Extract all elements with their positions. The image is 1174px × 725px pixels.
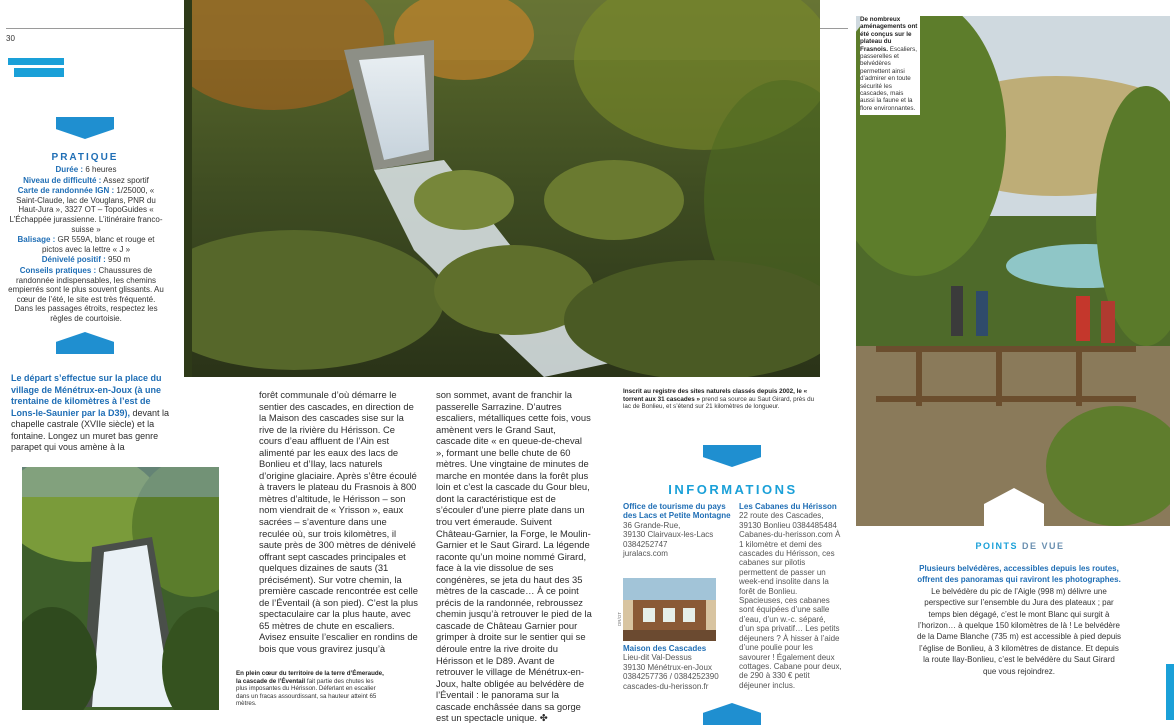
maison-cascades-photo bbox=[623, 578, 716, 641]
balisage-label: Balisage : bbox=[17, 235, 56, 245]
caption-registre-bold: Inscrit au registre des sites naturels classés depuis 2002, le « torrent aux 31 cascades » bbox=[623, 388, 808, 403]
carte-value: 1/25000, « Saint-Claude, lac de Vouglans, PNR du Haut-Jura », 3327 OT – TopoGuides « L’Échappée jurassienne. L’itinéraire franco-suisse » bbox=[9, 186, 163, 234]
photo-credit: DR/OT bbox=[617, 612, 622, 626]
denivele-label: Dénivelé positif : bbox=[41, 255, 106, 265]
info-cabanes-heading: Les Cabanes du Hérisson bbox=[739, 502, 837, 511]
info-cabanes bbox=[739, 502, 843, 690]
intro-lead: Le départ s’effectue sur la place du village de Ménétrux-en-Joux (à une trentaine de kilomètres à l’est de Lons-le-Saunier par la D39), bbox=[11, 373, 162, 418]
caption-amenagements-text: Escaliers, passerelles et belvédères permettent ainsi d’admirer en toute sécurité les cascades, mais aussi la faune et la flore environnantes. bbox=[860, 45, 918, 112]
informations-badge-icon bbox=[703, 445, 761, 467]
header-rule bbox=[6, 28, 186, 29]
badge-bottom-icon bbox=[56, 332, 114, 354]
intro-text: devant la chapelle castrale (XVIIe siècle) et la fontaine. Longez un muret bas genre parapet qui vous amène à la bbox=[11, 407, 170, 452]
informations-bottom-badge-icon bbox=[703, 703, 761, 725]
logo-bar-icon bbox=[14, 68, 64, 77]
caption-registre bbox=[623, 388, 821, 411]
caption-registre-text: prend sa source au Saut Girard, près du lac de Bonlieu, et s’étend sur 21 kilomètres de longueur. bbox=[623, 395, 815, 411]
body-column-1: forêt communale d’où démarre le sentier des cascades, en direction de la Maison des cascades sise sur la rive de la rivière du Hérisson. Ce cours d’eau affluent de l’Ain est alimenté par les eaux des lacs de Bonlieu et d’Ilay, lacs naturels d’origine glaciaire. Après s’être écoulé à travers le plateau du Frasnois à 800 mètres d’altitude, le Hérisson – son nom viendrait de « Yrisson », eaux sacrées – s’aventure dans une reculée où, sur trois kilomètres, il saute près de 300 mètres de dénivelé offrant sept cascades principales et quelques dizaines de sauts (31 précisément). Sur votre chemin, la première cascade rencontrée est celle de l’Éventail (à son pied). C’est la plus spectaculaire car la plus haute, avec 65 mètres de chute en escaliers. Avisez ensuite l’escalier en rondins de bois que vous gravirez jusqu’à bbox=[259, 389, 418, 655]
info-maison bbox=[623, 644, 733, 691]
info-cabanes-text: 22 route des Cascades, 39130 Bonlieu 0384485484 Cabanes-du-herisson.com À 1 kilomètre et demi des cascades du Hérisson, ces cabanes sur pilotis permettent de passer un week-end insolite dans la forêt de Bonlieu. Spacieuses, ces cabanes sont équipées d’une salle d’eau, d’un w.-c. séparé, d’un spa privatif… Les petits déjeuners ? À hisser à l’aide d’une poulie pour les savourer ! Également deux cottages. Cabane pour deux, de 290 à 330 € petit déjeuner inclus. bbox=[739, 511, 842, 690]
info-maison-heading: Maison des Cascades bbox=[623, 644, 707, 653]
conseils-value: Chaussures de randonnée indispensables, les chemins empierrés sont le plus souvent glissants. Au cœur de l’été, le site est très fréquenté. Dans les passages étroits, respectez les règles de courtoisie. bbox=[8, 265, 164, 323]
balisage-value: GR 559A, blanc et rouge et pictos avec la lettre « J » bbox=[41, 235, 155, 254]
eventail-photo bbox=[22, 467, 219, 710]
points-de-vue-body: Le belvédère du pic de l’Aigle (998 m) délivre une perspective sur l’ensemble du Jura des plateaux ; par temps bien dégagé, c’est le mont Blanc qui surgit à l’horizon… à quelque 150 kilomètres de là ! Le belvédère de la Dame Blanche (735 m) est accessible à pied depuis l’église de Bonlieu, à 3 kilomètres de distance. Et depuis la route Ilay-Bonlieu, c’est le belvédère du Saut Girard que vous rejoindrez. bbox=[916, 586, 1122, 676]
caption-eventail-text: fait partie des chutes les plus imposantes du Hérisson. Déferlant en escalier dans un fracas assourdissant, sa hauteur atteint 65 mètres. bbox=[236, 677, 377, 708]
badge-top-icon bbox=[56, 117, 114, 139]
info-maison-line: Lieu-dit Val-Dessus bbox=[623, 653, 692, 663]
denivele-value: 950 m bbox=[105, 255, 131, 265]
info-maison-line: 0384257736 / 0384252390 bbox=[623, 672, 719, 682]
duree-value: 6 heures bbox=[83, 165, 117, 174]
waterfall-photo bbox=[184, 0, 820, 377]
info-office-line: 36 Grande-Rue, bbox=[623, 520, 681, 530]
points-de-vue-title-b: DE VUE bbox=[1022, 541, 1065, 551]
info-office-line: 0384252747 bbox=[623, 539, 668, 549]
caption-eventail-bold: En plein cœur du territoire de la terre d’Émeraude, la cascade de l’Éventail bbox=[236, 670, 384, 685]
carte-label: Carte de randonnée IGN : bbox=[17, 186, 115, 196]
points-de-vue-title bbox=[900, 541, 1140, 551]
header-rule-right bbox=[818, 28, 848, 29]
niveau-label: Niveau de difficulté : bbox=[23, 175, 102, 185]
body-column-2: son sommet, avant de franchir la passerelle Sarrazine. D’autres escaliers, métalliques cette fois, vous amènent vers le Grand Saut, cascade dite « en queue-de-cheval », formant une belle chute de 60 mètres. Une vingtaine de minutes de marche en montée dans la forêt plus loin et c’est la cascade du Gour bleu, dont la caractéristique est de s’écouler d’une pierre plate dans un trou vert émeraude. Suivent Château-Garnier, la Forge, le Moulin-Garnier et le Saut Girard. La légende raconte qu’un moine nommé Girard, face à la vie dissolue de ses congénères, se jeta du haut des 35 mètres de la cascade… À ce point précis de la randonnée, rebroussez chemin jusqu’à retrouver le pied de la cascade de Château Garnier pour grimper à droite sur le sentier qui se déroule entre la rive droite du Hérisson et le D89. Avant de retrouver le village de Ménétrux-en-Joux, halte obligée au belvédère de l’Éventail : le panorama sur la cascade enchâssée dans sa gorge est un spectacle unique. ✤ bbox=[436, 389, 592, 724]
info-office-line: juralacs.com bbox=[623, 549, 668, 559]
informations-title: INFORMATIONS bbox=[668, 482, 798, 497]
conseils-label: Conseils pratiques : bbox=[19, 265, 97, 275]
niveau-value: Assez sportif bbox=[101, 175, 149, 185]
duree-label: Durée : bbox=[55, 165, 84, 174]
points-de-vue-text bbox=[916, 563, 1122, 677]
info-office-line: 39130 Clairvaux-les-Lacs bbox=[623, 530, 714, 540]
logo-bar-icon bbox=[8, 58, 64, 65]
info-maison-line: cascades-du-herisson.fr bbox=[623, 681, 709, 691]
intro-paragraph bbox=[11, 373, 171, 454]
pratique-title: PRATIQUE bbox=[51, 152, 119, 163]
caption-eventail bbox=[236, 670, 386, 708]
page-number: 30 bbox=[6, 34, 15, 43]
points-de-vue-title-a: POINTS bbox=[975, 541, 1022, 551]
info-office bbox=[623, 502, 733, 558]
points-de-vue-lead: Plusieurs belvédères, accessibles depuis les routes, offrent des panoramas qui raviront les photographes. bbox=[917, 564, 1121, 585]
edge-tab-icon bbox=[1166, 664, 1174, 720]
caption-amenagements bbox=[860, 16, 920, 115]
pratique-box bbox=[8, 165, 164, 325]
caption-amenagements-bold: De nombreux aménagements ont été conçus sur le plateau du Frasnois. bbox=[860, 16, 918, 53]
info-maison-line: 39130 Ménétrux-en-Joux bbox=[623, 662, 712, 672]
info-office-heading: Office de tourisme du pays des Lacs et Petite Montagne bbox=[623, 502, 731, 521]
